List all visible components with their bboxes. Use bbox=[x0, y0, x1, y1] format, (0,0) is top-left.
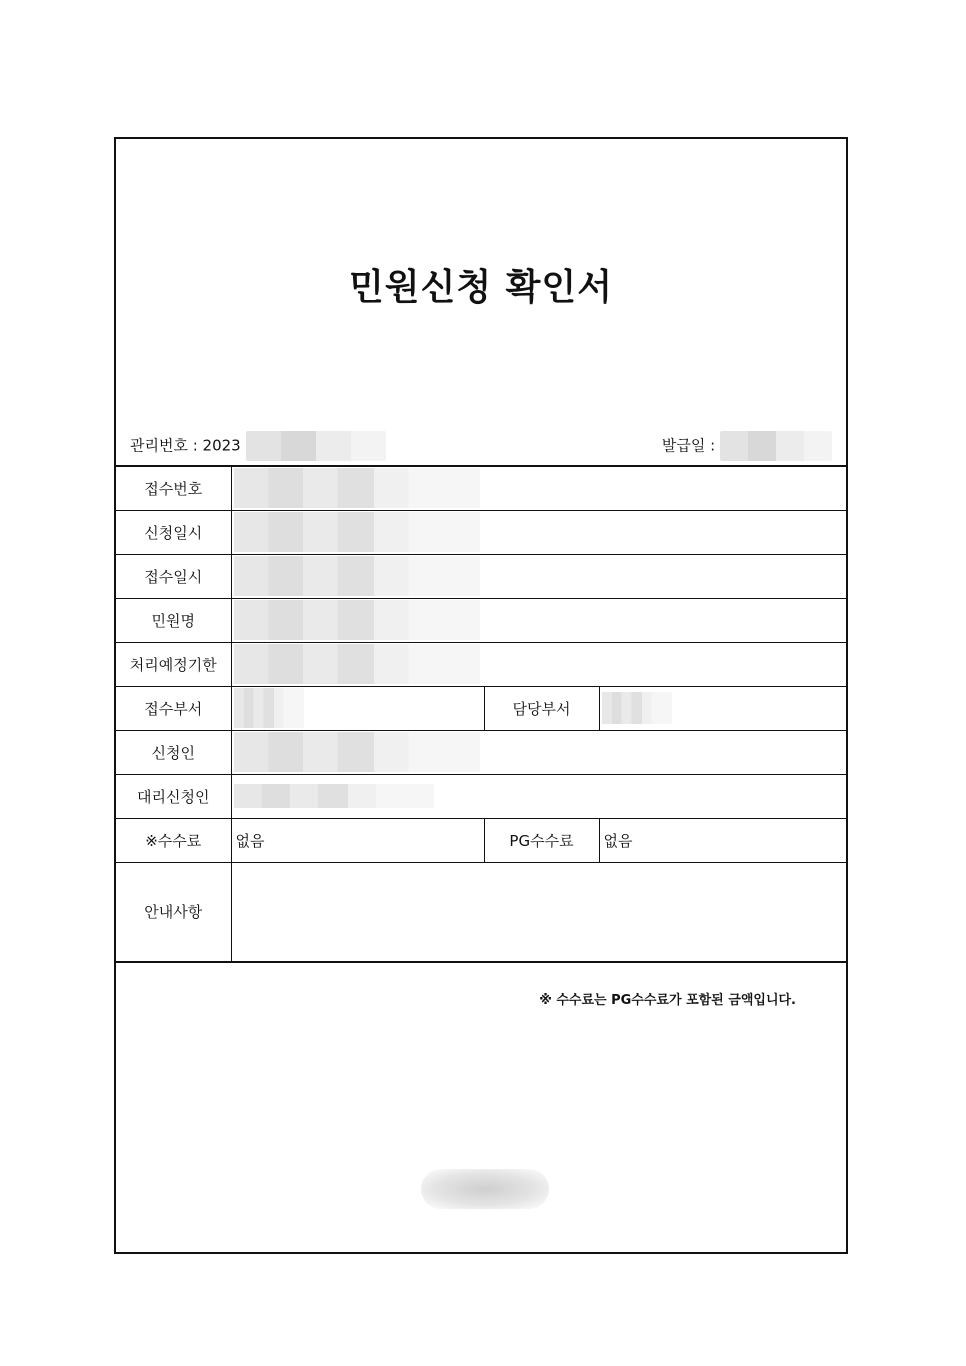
fee-footnote: ※ 수수료는 PG수수료가 포함된 금액입니다. bbox=[539, 993, 796, 1008]
table-row bbox=[116, 554, 846, 598]
row-value bbox=[231, 598, 846, 642]
row-label: 접수부서 bbox=[116, 686, 231, 730]
row-label: 담당부서 bbox=[484, 686, 599, 730]
redacted-region bbox=[234, 468, 480, 508]
row-value: 없음 bbox=[231, 818, 484, 862]
issue-date-label: 발급일 : bbox=[661, 436, 716, 455]
table-row bbox=[116, 774, 846, 818]
row-value bbox=[231, 510, 846, 554]
row-value bbox=[231, 466, 846, 510]
row-label: 대리신청인 bbox=[116, 774, 231, 818]
table-row bbox=[116, 598, 846, 642]
management-number-label: 관리번호 : 2023 bbox=[130, 436, 241, 455]
redacted-region bbox=[602, 692, 672, 724]
row-label: 민원명 bbox=[116, 598, 231, 642]
redacted-region bbox=[234, 556, 480, 596]
row-value bbox=[231, 862, 846, 962]
row-value: 없음 bbox=[599, 818, 846, 862]
row-value bbox=[231, 686, 484, 730]
row-label: 신청인 bbox=[116, 730, 231, 774]
row-value bbox=[599, 686, 846, 730]
table-row bbox=[116, 686, 846, 730]
redacted-region bbox=[234, 600, 480, 640]
redacted-region bbox=[720, 431, 832, 461]
row-value bbox=[231, 774, 846, 818]
redacted-seal bbox=[421, 1169, 549, 1209]
redacted-region bbox=[234, 512, 480, 552]
document-title: 민원신청 확인서 bbox=[349, 267, 613, 308]
table-row bbox=[116, 642, 846, 686]
row-label: 접수번호 bbox=[116, 466, 231, 510]
row-label: 접수일시 bbox=[116, 554, 231, 598]
redacted-region bbox=[234, 784, 434, 808]
row-label: PG수수료 bbox=[484, 818, 599, 862]
row-label: 처리예정기한 bbox=[116, 642, 231, 686]
redacted-region bbox=[234, 644, 480, 684]
table-row bbox=[116, 510, 846, 554]
row-value bbox=[231, 554, 846, 598]
document-frame bbox=[114, 137, 848, 1254]
row-label: 안내사항 bbox=[116, 862, 231, 962]
table-row bbox=[116, 818, 846, 862]
row-label: 신청일시 bbox=[116, 510, 231, 554]
row-value bbox=[231, 642, 846, 686]
table-row bbox=[116, 466, 846, 510]
redacted-region bbox=[234, 688, 304, 728]
row-value bbox=[231, 730, 846, 774]
management-number bbox=[130, 431, 386, 461]
table-row bbox=[116, 730, 846, 774]
issue-date bbox=[662, 431, 832, 461]
info-table bbox=[116, 465, 846, 963]
row-label: ※수수료 bbox=[116, 818, 231, 862]
table-row bbox=[116, 862, 846, 962]
redacted-region bbox=[234, 732, 480, 772]
redacted-region bbox=[246, 431, 386, 461]
